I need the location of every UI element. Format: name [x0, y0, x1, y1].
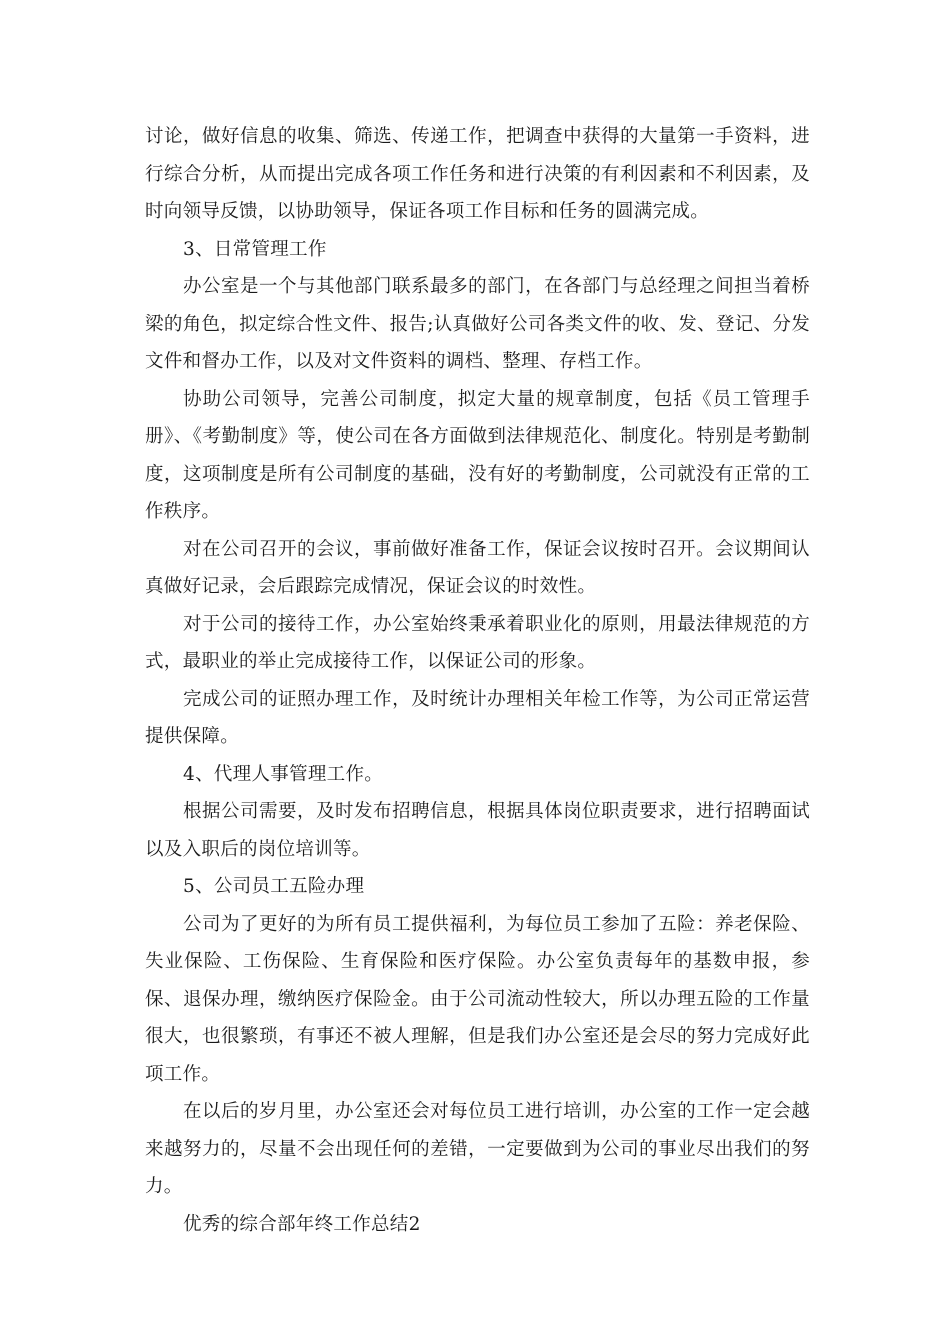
paragraph-meetings: 对在公司召开的会议，事前做好准备工作，保证会议按时召开。会议期间认真做好记录，会后跟踪完成情况，保证会议的时效性。 [145, 538, 810, 597]
paragraph-insurance-details: 公司为了更好的为所有员工提供福利，为每位员工参加了五险：养老保险、失业保险、工伤保险、生育保险和医疗保险。办公室负责每年的基数申报，参保、退保办理，缴纳医疗保险金。由于公司流动性较大，所以办理五险的工作量很大，也很繁琐，有事还不被人理解，但是我们办公室还是会尽的努力完成好此项工作。 [145, 913, 810, 1085]
paragraph-future-outlook: 在以后的岁月里，办公室还会对每位员工进行培训，办公室的工作一定会越来越努力的，尽量不会出现任何的差错，一定要做到为公司的事业尽出我们的努力。 [145, 1101, 810, 1197]
heading-social-insurance: 5、公司员工五险办理 [183, 876, 365, 897]
section-title-summary-2: 优秀的综合部年终工作总结2 [183, 1213, 421, 1235]
paragraph-discussion-continued: 讨论，做好信息的收集、筛选、传递工作，把调查中获得的大量第一手资料，进行综合分析，从而提出完成各项工作任务和进行决策的有利因素和不利因素，及时向领导反馈，以协助领导，保证各项工作目标和任务的圆满完成。 [145, 126, 810, 222]
paragraph-licenses: 完成公司的证照办理工作，及时统计办理相关年检工作等，为公司正常运营提供保障。 [145, 688, 810, 747]
paragraph-recruitment: 根据公司需要，及时发布招聘信息，根据具体岗位职责要求，进行招聘面试以及入职后的岗位培训等。 [145, 801, 810, 860]
heading-daily-management: 3、日常管理工作 [183, 238, 327, 260]
paragraph-office-role: 办公室是一个与其他部门联系最多的部门，在各部门与总经理之间担当着桥梁的角色，拟定综合性文件、报告;认真做好公司各类文件的收、发、登记、分发文件和督办工作，以及对文件资料的调档、整理、存档工作。 [145, 276, 810, 372]
paragraph-company-rules: 协助公司领导，完善公司制度，拟定大量的规章制度，包括《员工管理手册》、《考勤制度》等，使公司在各方面做到法律规范化、制度化。特别是考勤制度，这项制度是所有公司制度的基础，没有好的考勤制度，公司就没有正常的工作秩序。 [145, 388, 810, 522]
heading-hr-management: 4、代理人事管理工作。 [183, 763, 384, 785]
document-body [145, 118, 810, 1243]
paragraph-reception: 对于公司的接待工作，办公室始终秉承着职业化的原则，用最法律规范的方式，最职业的举止完成接待工作，以保证公司的形象。 [145, 613, 810, 672]
